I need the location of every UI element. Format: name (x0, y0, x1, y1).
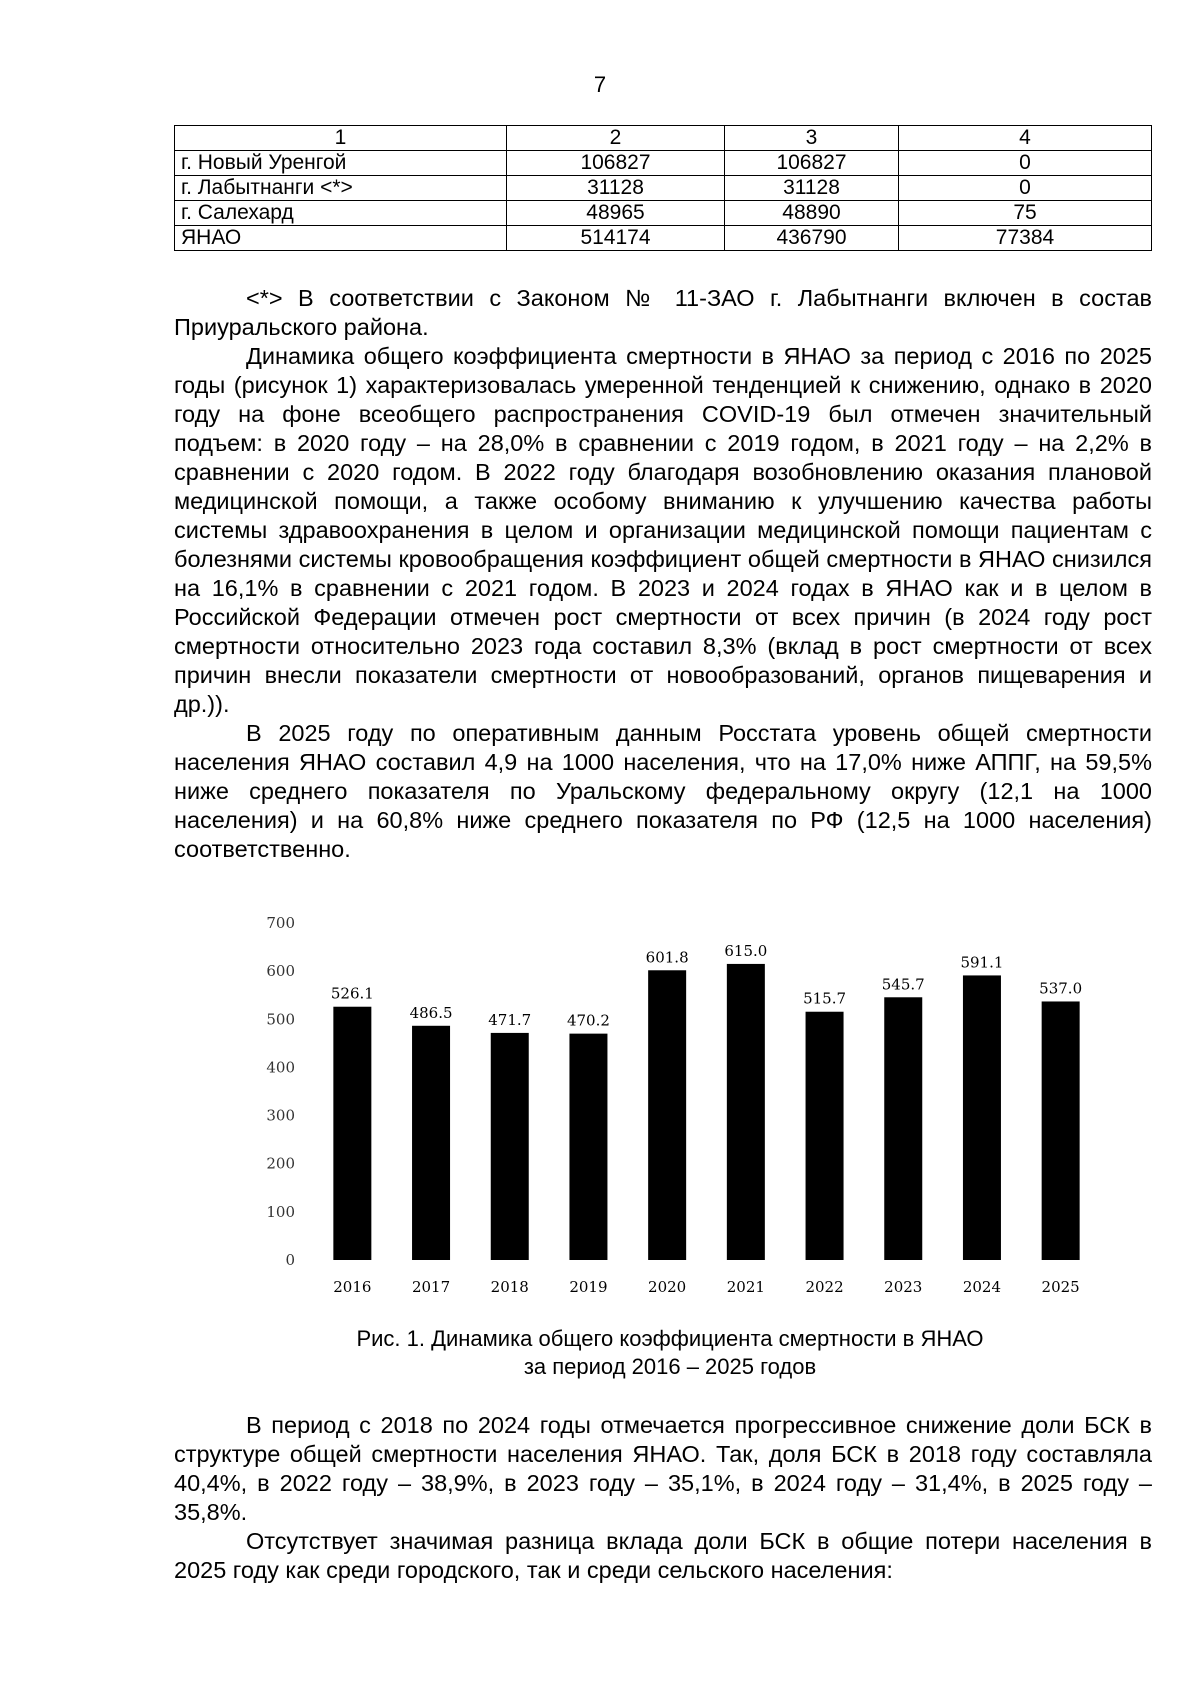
caption-line-1: Рис. 1. Динамика общего коэффициента смертности в ЯНАО (356, 1326, 984, 1351)
table-row (175, 226, 1152, 251)
y-tick-label: 0 (285, 1251, 295, 1269)
page-number: 7 (593, 72, 607, 97)
bsk-urban-rural-paragraph: Отсутствует значимая разница вклада доли БСК в общие потери населения в 2025 году как среди городского, так и среди сельского населения: (174, 1528, 1152, 1583)
table-cell: 77384 (899, 226, 1152, 251)
body-text-bottom (174, 1411, 1152, 1585)
table-cell-name: ЯНАО (175, 226, 507, 251)
data-label: 486.5 (409, 1003, 453, 1022)
table-cell: 31128 (725, 176, 899, 201)
bar (806, 1012, 844, 1260)
table-header-cell: 1 (175, 126, 507, 151)
bsk-share-paragraph: В период с 2018 по 2024 годы отмечается прогрессивное снижение доли БСК в структуре общей смертности населения ЯНАО. Так, доля БСК в 2018 году составляла 40,4%, в 2022 году – 38,9%, в 2023 году – 35,1%, в 2024 году – 31,4%, в 2025 году – 35,8%. (174, 1412, 1152, 1525)
data-label: 537.0 (1039, 979, 1083, 998)
table-cell: 514174 (507, 226, 725, 251)
bar (569, 1034, 607, 1260)
x-tick-label: 2025 (1041, 1278, 1080, 1296)
data-label: 545.7 (881, 975, 925, 994)
x-tick-label: 2021 (726, 1278, 765, 1296)
table-cell-name: г. Новый Уренгой (175, 151, 507, 176)
x-tick-label: 2019 (569, 1278, 608, 1296)
bar (884, 997, 922, 1260)
table-row (175, 201, 1152, 226)
mortality-dynamics-paragraph: Динамика общего коэффициента смертности в ЯНАО за период с 2016 по 2025 годы (рисунок 1) характеризовалась умеренной тенденцией к снижению, однако в 2020 году на фоне всеобщего распространения COVID-19 был отмечен значительный подъем: в 2020 году – на 28,0% в сравнении с 2019 годом, в 2021 году – на 2,2% в сравнении с 2020 годом. В 2022 году благодаря возобновлению оказания плановой медицинской помощи, а также особому вниманию к улучшению качества работы системы здравоохранения в целом и организации медицинской помощи пациентам с болезнями системы кровообращения коэффициент общей смертности в ЯНАО снизился на 16,1% в сравнении с 2021 годом. В 2023 и 2024 годах в ЯНАО как и в целом в Российской Федерации отмечен рост смертности от всех причин (в 2024 году рост смертности относительно 2023 года составил 8,3% (вклад в рост смертности от всех причин внесли показатели смертности от новообразований, органов пищеварения и др.)). (174, 343, 1152, 717)
x-tick-label: 2018 (490, 1278, 529, 1296)
table-cell: 75 (899, 201, 1152, 226)
table-header-cell: 4 (899, 126, 1152, 151)
mortality-bar-chart (255, 908, 1115, 1308)
table-cell: 0 (899, 151, 1152, 176)
y-tick-label: 300 (266, 1106, 295, 1125)
table-cell: 48890 (725, 201, 899, 226)
data-label: 591.1 (960, 953, 1004, 972)
bar (648, 970, 686, 1260)
data-label: 601.8 (645, 948, 689, 967)
table-cell: 106827 (507, 151, 725, 176)
data-label: 471.7 (488, 1010, 532, 1029)
mortality-2025-paragraph: В 2025 году по оперативным данным Росстата уровень общей смертности населения ЯНАО составил 4,9 на 1000 населения, что на 17,0% ниже АППГ, на 59,5% ниже среднего показателя по Уральскому федеральному округу (12,1 на 1000 населения) и на 60,8% ниже среднего показателя по РФ (12,5 на 1000 населения) соответственно. (174, 720, 1152, 862)
data-label: 470.2 (566, 1011, 610, 1030)
data-table (174, 125, 1152, 251)
bar (491, 1033, 529, 1260)
bar (1042, 1001, 1080, 1260)
y-tick-label: 400 (266, 1058, 295, 1077)
caption-line-2: за период 2016 – 2025 годов (523, 1354, 817, 1379)
x-tick-label: 2023 (884, 1278, 923, 1296)
data-label: 615.0 (724, 941, 768, 960)
x-tick-label: 2024 (962, 1278, 1002, 1296)
bar (727, 964, 765, 1260)
y-tick-label: 200 (266, 1154, 295, 1173)
body-text-top (174, 284, 1152, 864)
bar (412, 1026, 450, 1260)
table-header-cell: 2 (507, 126, 725, 151)
figure-caption (0, 1325, 1200, 1381)
y-tick-label: 600 (266, 962, 295, 981)
bar (963, 975, 1001, 1260)
table-cell: 31128 (507, 176, 725, 201)
x-tick-label: 2020 (648, 1278, 687, 1296)
table-cell: 436790 (725, 226, 899, 251)
y-tick-label: 700 (266, 914, 295, 932)
table-row (175, 151, 1152, 176)
data-label: 515.7 (803, 989, 847, 1008)
table-row (175, 176, 1152, 201)
y-tick-label: 500 (266, 1010, 295, 1029)
bar (333, 1007, 371, 1260)
footnote-paragraph: <*> В соответствии с Законом № 11-ЗАО г. Лабытнанги включен в состав Приуральского района. (174, 285, 1152, 340)
table-cell: 0 (899, 176, 1152, 201)
table-header-row (175, 126, 1152, 151)
x-tick-label: 2016 (333, 1278, 372, 1296)
x-tick-label: 2017 (411, 1278, 451, 1296)
data-label: 526.1 (330, 984, 374, 1003)
table-header-cell: 3 (725, 126, 899, 151)
table-cell-name: г. Лабытнанги <*> (175, 176, 507, 201)
table-cell: 106827 (725, 151, 899, 176)
table-cell: 48965 (507, 201, 725, 226)
x-tick-label: 2022 (805, 1278, 844, 1296)
y-tick-label: 100 (266, 1202, 295, 1221)
table-cell-name: г. Салехард (175, 201, 507, 226)
